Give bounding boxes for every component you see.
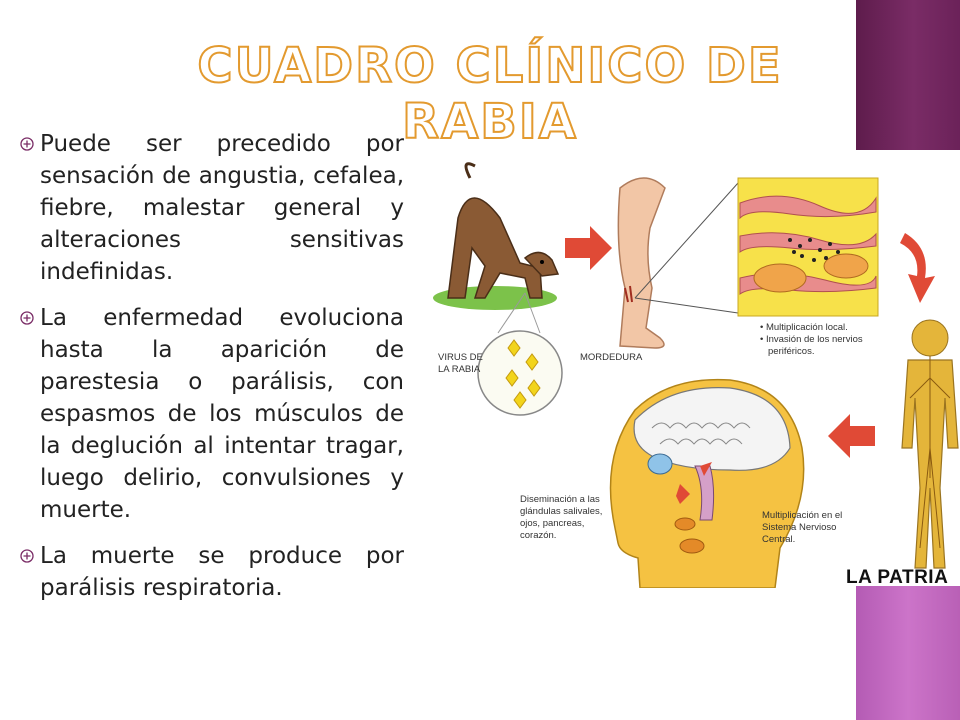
bullet-item [16,128,404,288]
label-mordedura: MORDEDURA [580,352,643,363]
label-cns-multiplication: Multiplicación en el Sistema Nervioso Central. [762,510,843,545]
bullet-item [16,302,404,526]
bullet-text: La muerte se produce por parálisis respiratoria. [40,543,404,601]
brand-la-patria-logo: LA PATRIA [846,567,949,588]
arrow-red-3 [828,414,875,458]
rabies-pathway-illustration [430,148,960,588]
dog-illustration [448,164,558,298]
bullet-text: La enfermedad evoluciona hasta la aparición de parestesia o parálisis, con espasmos de los músculos de la deglución al intentar tragar, luego delirio, convulsiones y muerte. [40,305,404,523]
label-dissemination: Diseminación a las glándulas salivales, ojos, pancreas, corazón. [520,494,603,541]
label-local-multiplication: • Multiplicación local. • Invasión de los nervios periféricos. [760,322,863,357]
arrow-red-2 [900,233,935,303]
leg-illustration [618,178,665,348]
bullet-text: Puede ser precedido por sensación de angustia, cefalea, fiebre, malestar general y alteraciones sensitivas indefinidas. [40,131,404,285]
virus-magnifier [478,293,562,415]
arrow-red-1 [565,226,612,270]
decor-bar-bottom [856,586,960,720]
head-profile-illustration [611,380,804,588]
circle-plus-bullet-icon [20,311,34,325]
circle-plus-bullet-icon [20,137,34,151]
slide-title: CUADRO CLÍNICO DE RABIA [197,38,783,150]
tissue-closeup [738,178,878,316]
decor-bar-top [856,0,960,150]
bullet-list [16,128,404,618]
bullet-item [16,540,404,604]
zoom-line [635,298,738,313]
label-virus: VIRUS DE LA RABIA [438,352,483,375]
circle-plus-bullet-icon [20,549,34,563]
illustration-svg [430,148,960,588]
human-body-illustration [902,320,958,568]
